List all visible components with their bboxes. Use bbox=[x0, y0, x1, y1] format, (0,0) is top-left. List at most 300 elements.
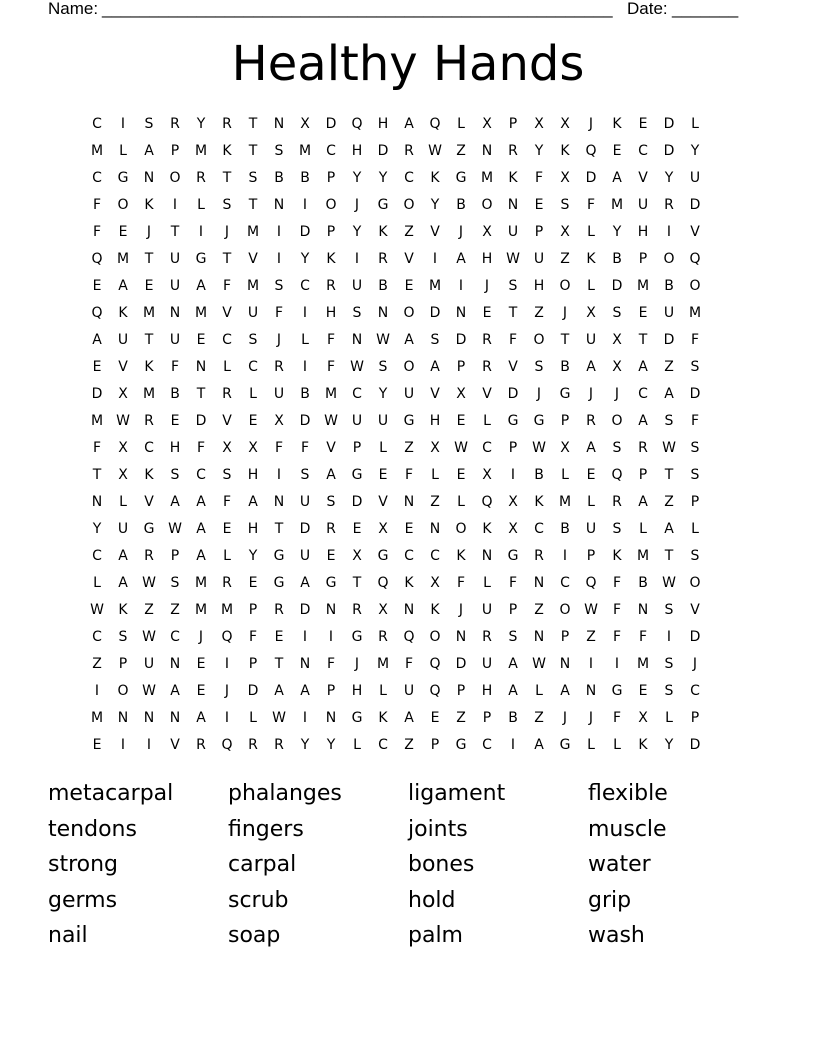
grid-letter[interactable]: Y bbox=[92, 521, 102, 537]
grid-letter[interactable]: O bbox=[429, 629, 441, 645]
grid-letter[interactable]: S bbox=[534, 359, 544, 375]
grid-letter[interactable]: D bbox=[455, 332, 467, 348]
grid-letter[interactable]: Z bbox=[404, 737, 414, 753]
grid-letter[interactable]: I bbox=[510, 737, 516, 753]
grid-letter[interactable]: L bbox=[587, 737, 595, 753]
grid-letter[interactable]: H bbox=[169, 440, 181, 456]
grid-letter[interactable]: S bbox=[118, 629, 128, 645]
grid-letter[interactable]: Z bbox=[534, 602, 544, 618]
grid-letter[interactable]: C bbox=[144, 440, 154, 456]
grid-letter[interactable]: V bbox=[690, 602, 700, 618]
grid-letter[interactable]: D bbox=[689, 629, 701, 645]
grid-letter[interactable]: X bbox=[508, 521, 518, 537]
grid-letter[interactable]: Q bbox=[377, 575, 389, 591]
grid-letter[interactable]: P bbox=[482, 710, 492, 726]
grid-letter[interactable]: Z bbox=[92, 656, 102, 672]
grid-letter[interactable]: D bbox=[455, 656, 467, 672]
grid-letter[interactable]: L bbox=[587, 278, 595, 294]
grid-letter[interactable]: C bbox=[690, 683, 700, 699]
grid-letter[interactable]: N bbox=[403, 494, 415, 510]
grid-letter[interactable]: X bbox=[430, 575, 440, 591]
grid-letter[interactable]: S bbox=[274, 278, 284, 294]
grid-letter[interactable]: S bbox=[352, 305, 362, 321]
grid-letter[interactable]: F bbox=[274, 305, 284, 321]
grid-letter[interactable]: L bbox=[691, 116, 699, 132]
grid-letter[interactable]: C bbox=[560, 575, 570, 591]
grid-letter[interactable]: J bbox=[562, 305, 568, 321]
grid-letter[interactable]: Q bbox=[221, 737, 233, 753]
grid-letter[interactable]: C bbox=[170, 629, 180, 645]
grid-letter[interactable]: T bbox=[664, 548, 674, 564]
grid-letter[interactable]: X bbox=[300, 116, 310, 132]
grid-letter[interactable]: M bbox=[636, 656, 650, 672]
grid-letter[interactable]: Q bbox=[429, 683, 441, 699]
grid-letter[interactable]: Y bbox=[352, 170, 362, 186]
grid-letter[interactable]: R bbox=[612, 494, 622, 510]
grid-letter[interactable]: I bbox=[614, 656, 620, 672]
grid-letter[interactable]: N bbox=[169, 710, 181, 726]
grid-letter[interactable]: Z bbox=[586, 629, 596, 645]
grid-letter[interactable]: V bbox=[430, 386, 440, 402]
grid-letter[interactable]: S bbox=[664, 413, 674, 429]
grid-letter[interactable]: U bbox=[299, 548, 311, 564]
grid-letter[interactable]: M bbox=[558, 494, 572, 510]
grid-letter[interactable]: L bbox=[483, 575, 491, 591]
grid-letter[interactable]: E bbox=[196, 332, 206, 348]
grid-letter[interactable]: N bbox=[169, 305, 181, 321]
grid-letter[interactable]: Z bbox=[534, 305, 544, 321]
grid-letter[interactable]: X bbox=[612, 332, 622, 348]
grid-letter[interactable]: U bbox=[351, 413, 363, 429]
grid-letter[interactable]: U bbox=[481, 602, 493, 618]
grid-letter[interactable]: T bbox=[92, 467, 102, 483]
grid-letter[interactable]: W bbox=[376, 332, 390, 348]
grid-letter[interactable]: X bbox=[482, 224, 492, 240]
grid-letter[interactable]: I bbox=[458, 278, 464, 294]
grid-letter[interactable]: J bbox=[588, 116, 594, 132]
grid-letter[interactable]: B bbox=[560, 521, 570, 537]
grid-letter[interactable]: Z bbox=[456, 710, 466, 726]
grid-letter[interactable]: C bbox=[404, 170, 414, 186]
grid-letter[interactable]: W bbox=[350, 359, 364, 375]
grid-letter[interactable]: S bbox=[274, 143, 284, 159]
grid-letter[interactable]: F bbox=[326, 359, 336, 375]
grid-letter[interactable]: C bbox=[638, 386, 648, 402]
grid-letter[interactable]: O bbox=[533, 332, 545, 348]
grid-letter[interactable]: X bbox=[430, 440, 440, 456]
grid-letter[interactable]: L bbox=[119, 143, 127, 159]
grid-letter[interactable]: Z bbox=[456, 143, 466, 159]
grid-letter[interactable]: M bbox=[428, 278, 442, 294]
grid-letter[interactable]: R bbox=[534, 548, 544, 564]
grid-letter[interactable]: C bbox=[196, 467, 206, 483]
grid-letter[interactable]: G bbox=[273, 575, 285, 591]
grid-letter[interactable]: J bbox=[588, 710, 594, 726]
grid-letter[interactable]: T bbox=[196, 386, 206, 402]
grid-letter[interactable]: F bbox=[274, 440, 284, 456]
grid-letter[interactable]: T bbox=[638, 332, 648, 348]
grid-letter[interactable]: E bbox=[404, 521, 414, 537]
grid-letter[interactable]: E bbox=[248, 575, 258, 591]
grid-letter[interactable]: N bbox=[429, 521, 441, 537]
grid-letter[interactable]: W bbox=[142, 629, 156, 645]
grid-letter[interactable]: I bbox=[302, 629, 308, 645]
grid-letter[interactable]: Y bbox=[300, 737, 310, 753]
grid-letter[interactable]: M bbox=[194, 305, 208, 321]
grid-letter[interactable]: S bbox=[560, 197, 570, 213]
grid-letter[interactable]: K bbox=[222, 143, 232, 159]
grid-letter[interactable]: Z bbox=[144, 602, 154, 618]
grid-letter[interactable]: F bbox=[638, 629, 648, 645]
grid-letter[interactable]: P bbox=[508, 602, 518, 618]
grid-letter[interactable]: A bbox=[664, 521, 674, 537]
grid-letter[interactable]: B bbox=[534, 467, 544, 483]
grid-letter[interactable]: S bbox=[612, 521, 622, 537]
grid-letter[interactable]: S bbox=[612, 440, 622, 456]
grid-letter[interactable]: K bbox=[144, 359, 154, 375]
grid-letter[interactable]: R bbox=[482, 629, 492, 645]
grid-letter[interactable]: W bbox=[324, 413, 338, 429]
grid-letter[interactable]: V bbox=[222, 305, 232, 321]
grid-letter[interactable]: D bbox=[299, 413, 311, 429]
grid-letter[interactable]: A bbox=[586, 359, 596, 375]
grid-letter[interactable]: W bbox=[506, 251, 520, 267]
grid-letter[interactable]: W bbox=[532, 656, 546, 672]
grid-letter[interactable]: J bbox=[484, 278, 490, 294]
grid-letter[interactable]: N bbox=[143, 170, 155, 186]
grid-letter[interactable]: L bbox=[93, 575, 101, 591]
grid-letter[interactable]: Z bbox=[534, 710, 544, 726]
grid-letter[interactable]: G bbox=[559, 386, 571, 402]
grid-letter[interactable]: H bbox=[377, 116, 389, 132]
grid-letter[interactable]: T bbox=[222, 170, 232, 186]
grid-letter[interactable]: C bbox=[534, 521, 544, 537]
grid-letter[interactable]: F bbox=[92, 224, 102, 240]
grid-letter[interactable]: E bbox=[92, 359, 102, 375]
grid-letter[interactable]: X bbox=[274, 413, 284, 429]
grid-letter[interactable]: S bbox=[690, 440, 700, 456]
grid-letter[interactable]: N bbox=[273, 494, 285, 510]
grid-letter[interactable]: F bbox=[92, 440, 102, 456]
grid-letter[interactable]: J bbox=[562, 710, 568, 726]
grid-letter[interactable]: D bbox=[507, 386, 519, 402]
grid-letter[interactable]: L bbox=[483, 413, 491, 429]
grid-letter[interactable]: S bbox=[170, 467, 180, 483]
grid-letter[interactable]: M bbox=[636, 548, 650, 564]
grid-letter[interactable]: T bbox=[560, 332, 570, 348]
grid-letter[interactable]: G bbox=[507, 413, 519, 429]
grid-letter[interactable]: B bbox=[300, 386, 310, 402]
grid-letter[interactable]: A bbox=[196, 548, 206, 564]
grid-letter[interactable]: K bbox=[456, 548, 466, 564]
grid-letter[interactable]: L bbox=[197, 197, 205, 213]
grid-letter[interactable]: S bbox=[144, 116, 154, 132]
grid-letter[interactable]: N bbox=[117, 710, 129, 726]
grid-letter[interactable]: M bbox=[636, 278, 650, 294]
grid-letter[interactable]: R bbox=[326, 521, 336, 537]
grid-letter[interactable]: Z bbox=[664, 494, 674, 510]
grid-letter[interactable]: I bbox=[302, 359, 308, 375]
grid-letter[interactable]: W bbox=[142, 575, 156, 591]
grid-letter[interactable]: L bbox=[561, 467, 569, 483]
grid-letter[interactable]: U bbox=[169, 251, 181, 267]
grid-letter[interactable]: B bbox=[664, 278, 674, 294]
grid-letter[interactable]: O bbox=[117, 197, 129, 213]
grid-letter[interactable]: T bbox=[144, 251, 154, 267]
grid-letter[interactable]: E bbox=[196, 683, 206, 699]
grid-letter[interactable]: R bbox=[222, 575, 232, 591]
grid-letter[interactable]: H bbox=[481, 683, 493, 699]
grid-letter[interactable]: J bbox=[588, 386, 594, 402]
name-blank-line[interactable]: ______________________________________________________ bbox=[102, 0, 613, 18]
grid-letter[interactable]: K bbox=[638, 737, 648, 753]
grid-letter[interactable]: U bbox=[533, 251, 545, 267]
grid-letter[interactable]: A bbox=[638, 494, 648, 510]
grid-letter[interactable]: R bbox=[170, 116, 180, 132]
grid-letter[interactable]: Y bbox=[378, 170, 388, 186]
grid-letter[interactable]: V bbox=[404, 251, 414, 267]
grid-letter[interactable]: M bbox=[142, 386, 156, 402]
grid-letter[interactable]: E bbox=[586, 467, 596, 483]
grid-letter[interactable]: D bbox=[689, 197, 701, 213]
grid-letter[interactable]: K bbox=[586, 251, 596, 267]
grid-letter[interactable]: E bbox=[638, 683, 648, 699]
grid-letter[interactable]: H bbox=[637, 224, 649, 240]
grid-letter[interactable]: R bbox=[404, 143, 414, 159]
grid-letter[interactable]: O bbox=[455, 521, 467, 537]
grid-letter[interactable]: J bbox=[224, 224, 230, 240]
grid-letter[interactable]: B bbox=[612, 251, 622, 267]
grid-letter[interactable]: U bbox=[247, 305, 259, 321]
grid-letter[interactable]: F bbox=[326, 332, 336, 348]
grid-letter[interactable]: U bbox=[351, 278, 363, 294]
grid-letter[interactable]: A bbox=[118, 548, 128, 564]
grid-letter[interactable]: V bbox=[690, 224, 700, 240]
grid-letter[interactable]: L bbox=[119, 494, 127, 510]
grid-letter[interactable]: V bbox=[170, 737, 180, 753]
grid-letter[interactable]: G bbox=[507, 548, 519, 564]
grid-letter[interactable]: V bbox=[430, 224, 440, 240]
grid-letter[interactable]: E bbox=[144, 278, 154, 294]
grid-letter[interactable]: I bbox=[172, 197, 178, 213]
grid-letter[interactable]: I bbox=[666, 224, 672, 240]
grid-letter[interactable]: D bbox=[195, 413, 207, 429]
grid-letter[interactable]: V bbox=[638, 170, 648, 186]
grid-letter[interactable]: X bbox=[560, 224, 570, 240]
grid-letter[interactable]: N bbox=[273, 197, 285, 213]
grid-letter[interactable]: F bbox=[612, 575, 622, 591]
grid-letter[interactable]: P bbox=[326, 683, 336, 699]
grid-letter[interactable]: Z bbox=[560, 251, 570, 267]
grid-letter[interactable]: U bbox=[585, 332, 597, 348]
grid-letter[interactable]: S bbox=[690, 548, 700, 564]
grid-letter[interactable]: A bbox=[456, 251, 466, 267]
grid-letter[interactable]: N bbox=[377, 305, 389, 321]
grid-letter[interactable]: P bbox=[560, 629, 570, 645]
grid-letter[interactable]: E bbox=[352, 521, 362, 537]
grid-letter[interactable]: R bbox=[638, 440, 648, 456]
grid-letter[interactable]: C bbox=[222, 332, 232, 348]
grid-letter[interactable]: R bbox=[482, 332, 492, 348]
grid-letter[interactable]: Y bbox=[690, 143, 700, 159]
grid-letter[interactable]: F bbox=[222, 278, 232, 294]
grid-letter[interactable]: W bbox=[272, 710, 286, 726]
grid-letter[interactable]: Y bbox=[534, 143, 544, 159]
grid-letter[interactable]: H bbox=[247, 467, 259, 483]
grid-letter[interactable]: G bbox=[117, 170, 129, 186]
grid-letter[interactable]: F bbox=[248, 629, 258, 645]
grid-letter[interactable]: A bbox=[274, 683, 284, 699]
grid-letter[interactable]: T bbox=[170, 224, 180, 240]
grid-letter[interactable]: S bbox=[170, 575, 180, 591]
grid-letter[interactable]: S bbox=[248, 170, 258, 186]
grid-letter[interactable]: J bbox=[614, 386, 620, 402]
grid-letter[interactable]: A bbox=[638, 413, 648, 429]
grid-letter[interactable]: U bbox=[689, 170, 701, 186]
grid-letter[interactable]: L bbox=[457, 116, 465, 132]
grid-letter[interactable]: Y bbox=[378, 386, 388, 402]
grid-letter[interactable]: B bbox=[508, 710, 518, 726]
grid-letter[interactable]: F bbox=[690, 413, 700, 429]
grid-letter[interactable]: I bbox=[562, 548, 568, 564]
grid-letter[interactable]: K bbox=[508, 170, 518, 186]
grid-letter[interactable]: Y bbox=[664, 737, 674, 753]
grid-letter[interactable]: W bbox=[90, 602, 104, 618]
grid-letter[interactable]: E bbox=[274, 629, 284, 645]
grid-letter[interactable]: Q bbox=[429, 116, 441, 132]
grid-letter[interactable]: A bbox=[118, 575, 128, 591]
grid-letter[interactable]: Q bbox=[403, 629, 415, 645]
grid-letter[interactable]: N bbox=[351, 332, 363, 348]
grid-letter[interactable]: H bbox=[481, 251, 493, 267]
grid-letter[interactable]: P bbox=[326, 224, 336, 240]
grid-letter[interactable]: A bbox=[92, 332, 102, 348]
grid-letter[interactable]: O bbox=[689, 278, 701, 294]
grid-letter[interactable]: K bbox=[612, 116, 622, 132]
grid-letter[interactable]: D bbox=[663, 143, 675, 159]
grid-letter[interactable]: S bbox=[690, 359, 700, 375]
grid-letter[interactable]: T bbox=[508, 305, 518, 321]
grid-letter[interactable]: D bbox=[611, 278, 623, 294]
grid-letter[interactable]: I bbox=[666, 629, 672, 645]
grid-letter[interactable]: N bbox=[533, 629, 545, 645]
grid-letter[interactable]: R bbox=[664, 197, 674, 213]
grid-letter[interactable]: A bbox=[404, 116, 414, 132]
grid-letter[interactable]: I bbox=[302, 710, 308, 726]
grid-letter[interactable]: G bbox=[195, 251, 207, 267]
grid-letter[interactable]: X bbox=[248, 440, 258, 456]
grid-letter[interactable]: T bbox=[144, 332, 154, 348]
grid-letter[interactable]: C bbox=[248, 359, 258, 375]
grid-letter[interactable]: A bbox=[664, 386, 674, 402]
grid-letter[interactable]: E bbox=[456, 467, 466, 483]
grid-letter[interactable]: M bbox=[220, 602, 234, 618]
grid-letter[interactable]: O bbox=[663, 251, 675, 267]
grid-letter[interactable]: R bbox=[508, 143, 518, 159]
grid-letter[interactable]: Q bbox=[611, 467, 623, 483]
grid-letter[interactable]: T bbox=[248, 143, 258, 159]
grid-letter[interactable]: O bbox=[403, 197, 415, 213]
grid-letter[interactable]: A bbox=[612, 170, 622, 186]
grid-letter[interactable]: V bbox=[248, 251, 258, 267]
grid-letter[interactable]: R bbox=[378, 251, 388, 267]
grid-letter[interactable]: R bbox=[222, 116, 232, 132]
grid-letter[interactable]: K bbox=[378, 710, 388, 726]
grid-letter[interactable]: G bbox=[611, 683, 623, 699]
grid-letter[interactable]: L bbox=[639, 521, 647, 537]
grid-letter[interactable]: D bbox=[351, 494, 363, 510]
grid-letter[interactable]: C bbox=[352, 386, 362, 402]
grid-letter[interactable]: H bbox=[533, 278, 545, 294]
grid-letter[interactable]: C bbox=[92, 170, 102, 186]
grid-letter[interactable]: X bbox=[586, 305, 596, 321]
grid-letter[interactable]: D bbox=[299, 602, 311, 618]
grid-letter[interactable]: E bbox=[638, 305, 648, 321]
grid-letter[interactable]: N bbox=[637, 602, 649, 618]
grid-letter[interactable]: P bbox=[456, 359, 466, 375]
grid-letter[interactable]: L bbox=[301, 332, 309, 348]
grid-letter[interactable]: N bbox=[507, 197, 519, 213]
grid-letter[interactable]: F bbox=[300, 440, 310, 456]
grid-letter[interactable]: S bbox=[378, 359, 388, 375]
grid-letter[interactable]: X bbox=[118, 440, 128, 456]
grid-letter[interactable]: O bbox=[689, 575, 701, 591]
grid-letter[interactable]: M bbox=[194, 143, 208, 159]
grid-letter[interactable]: T bbox=[274, 656, 284, 672]
grid-letter[interactable]: S bbox=[690, 467, 700, 483]
grid-letter[interactable]: P bbox=[352, 440, 362, 456]
grid-letter[interactable]: I bbox=[276, 224, 282, 240]
grid-letter[interactable]: I bbox=[146, 737, 152, 753]
grid-letter[interactable]: I bbox=[94, 683, 100, 699]
grid-letter[interactable]: A bbox=[196, 521, 206, 537]
grid-letter[interactable]: G bbox=[403, 413, 415, 429]
grid-letter[interactable]: R bbox=[196, 170, 206, 186]
grid-letter[interactable]: A bbox=[300, 683, 310, 699]
grid-letter[interactable]: Y bbox=[196, 116, 206, 132]
grid-letter[interactable]: M bbox=[90, 710, 104, 726]
grid-letter[interactable]: E bbox=[430, 710, 440, 726]
grid-letter[interactable]: L bbox=[223, 359, 231, 375]
grid-letter[interactable]: U bbox=[273, 386, 285, 402]
grid-letter[interactable]: W bbox=[116, 413, 130, 429]
grid-letter[interactable]: M bbox=[376, 656, 390, 672]
grid-letter[interactable]: M bbox=[688, 305, 702, 321]
grid-letter[interactable]: W bbox=[584, 602, 598, 618]
grid-letter[interactable]: B bbox=[300, 170, 310, 186]
grid-letter[interactable]: R bbox=[248, 737, 258, 753]
grid-letter[interactable]: U bbox=[299, 494, 311, 510]
grid-letter[interactable]: X bbox=[456, 386, 466, 402]
grid-letter[interactable]: I bbox=[302, 197, 308, 213]
grid-letter[interactable]: R bbox=[482, 359, 492, 375]
grid-letter[interactable]: M bbox=[324, 386, 338, 402]
grid-letter[interactable]: T bbox=[352, 575, 362, 591]
grid-letter[interactable]: S bbox=[508, 278, 518, 294]
grid-letter[interactable]: I bbox=[224, 710, 230, 726]
grid-letter[interactable]: E bbox=[638, 116, 648, 132]
grid-letter[interactable]: U bbox=[403, 386, 415, 402]
grid-letter[interactable]: Y bbox=[352, 224, 362, 240]
grid-letter[interactable]: E bbox=[222, 521, 232, 537]
grid-letter[interactable]: D bbox=[325, 116, 337, 132]
grid-letter[interactable]: Q bbox=[429, 656, 441, 672]
grid-letter[interactable]: U bbox=[663, 305, 675, 321]
grid-letter[interactable]: E bbox=[92, 278, 102, 294]
grid-letter[interactable]: D bbox=[689, 386, 701, 402]
grid-letter[interactable]: L bbox=[431, 467, 439, 483]
grid-letter[interactable]: F bbox=[508, 575, 518, 591]
